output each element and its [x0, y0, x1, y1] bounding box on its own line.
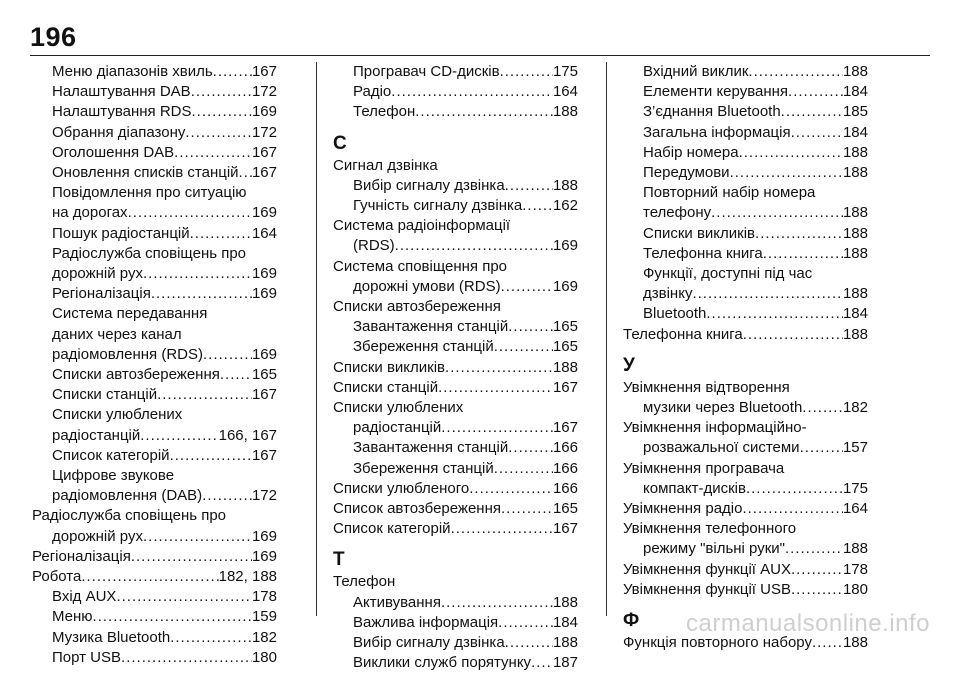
index-entry-text: Списки викликів: [643, 224, 756, 242]
index-entry-text: Пошук радіостанцій: [52, 224, 190, 242]
index-entry: [623, 438, 868, 458]
index-entry: [32, 62, 277, 82]
index-entry-text: Увімкнення радіо: [623, 500, 743, 518]
index-page-ref: 182: [842, 399, 868, 417]
dot-leader: [151, 284, 252, 304]
index-page-ref: 166: [552, 439, 578, 457]
watermark: carmanualsonline.info: [686, 610, 930, 637]
index-entry-text: Завантаження станцій: [353, 439, 509, 457]
index-entry: [623, 479, 868, 499]
index-entry-text: Повторний набір номера: [643, 184, 816, 202]
index-entry: [32, 607, 277, 627]
index-entry: [333, 418, 578, 438]
index-page-ref: 180: [842, 580, 868, 598]
index-entry-text: компакт-дисків: [643, 479, 746, 497]
index-entry-text: Увімкнення інформаційно-: [623, 419, 807, 437]
index-entry: [623, 284, 868, 304]
index-entry-text: З’єднання Bluetooth: [643, 103, 781, 121]
dot-leader: [140, 426, 218, 446]
dot-leader: [508, 317, 553, 337]
dot-leader: [116, 587, 252, 607]
index-entry-text: дзвінку: [643, 285, 693, 303]
index-page-ref: 188: [842, 285, 868, 303]
index-page-ref: 166: [552, 459, 578, 477]
index-page-ref: 188: [842, 63, 868, 80]
dot-leader: [746, 479, 843, 499]
index-page-ref: 159: [251, 608, 277, 626]
index-page-ref: 188: [552, 176, 578, 194]
index-entry-text: радіостанцій: [52, 426, 141, 444]
index-page-ref: 165: [552, 338, 578, 356]
index-entry: [32, 426, 277, 446]
dot-leader: [81, 567, 218, 587]
index-entry-text: Меню діапазонів хвиль: [52, 63, 213, 80]
dot-leader: [781, 102, 843, 122]
index-entry: [333, 438, 578, 458]
dot-leader: [131, 547, 252, 567]
dot-leader: [174, 143, 252, 163]
index-entry-text: Важлива інформація: [353, 613, 499, 631]
index-entry-text: Увімкнення відтворення: [623, 378, 790, 396]
index-entry-text: радіомовлення (DAB): [52, 487, 203, 505]
index-page-ref: 164: [552, 83, 578, 101]
dot-leader: [143, 264, 252, 284]
index-page-ref: 180: [251, 648, 277, 666]
index-entry: [333, 519, 578, 539]
index-entry: [623, 143, 868, 163]
index-entry-text: Функції, доступні під час: [643, 265, 813, 283]
dot-leader: [494, 337, 553, 357]
dot-leader: [445, 358, 553, 378]
index-page-ref: 165: [552, 500, 578, 518]
index-entry-text: Радіо: [353, 83, 392, 101]
index-entry-text: Гучність сигналу дзвінка: [353, 197, 523, 215]
index-entry: [623, 539, 868, 559]
index-entry: [623, 398, 868, 418]
index-entry-text: музики через Bluetooth: [643, 399, 803, 417]
dot-leader: [692, 284, 843, 304]
dot-leader: [121, 648, 252, 668]
index-page-ref: 167: [552, 520, 578, 538]
index-entry: [623, 580, 868, 600]
index-page-ref: 188: [842, 164, 868, 182]
index-entry: [333, 277, 578, 297]
index-entry: [333, 378, 578, 398]
index-page-ref: 184: [552, 613, 578, 631]
index-entry: [32, 284, 277, 304]
index-section-letter: Т: [333, 549, 345, 571]
dot-leader: [469, 479, 553, 499]
index-entry: [333, 479, 578, 499]
index-entry-text: Списки станцій: [52, 386, 158, 404]
index-entry: [623, 224, 868, 244]
index-section-letter: У: [623, 354, 635, 376]
dot-leader: [451, 519, 553, 539]
index-entry-text: Телефонна книга: [623, 325, 743, 343]
index-page-ref: 164: [842, 500, 868, 518]
index-entry: [32, 527, 277, 547]
index-page-ref: 182: [251, 628, 277, 646]
dot-leader: [239, 163, 252, 183]
index-entry-text: Увімкнення функції USB: [623, 580, 791, 598]
index-page-ref: 188: [552, 358, 578, 376]
index-entry-text: Передумови: [643, 164, 730, 182]
index-entry-text: Вхідний виклик: [643, 63, 749, 80]
index-entry-text: Вхід AUX: [52, 588, 117, 606]
dot-leader: [505, 633, 553, 653]
dot-leader: [170, 446, 252, 466]
index-entry: [32, 203, 277, 223]
index-entry: [333, 653, 578, 673]
header-rule: [30, 55, 930, 56]
dot-leader: [192, 102, 252, 122]
index-page-ref: 166, 167: [218, 426, 277, 444]
index-page-ref: 172: [251, 83, 277, 101]
index-entry-text: Радіослужба сповіщень про: [52, 244, 247, 262]
index-entry-text: Списки викликів: [333, 358, 446, 376]
index-entry: [333, 358, 578, 378]
index-entry-text: Списки станцій: [333, 378, 439, 396]
dot-leader: [755, 224, 843, 244]
dot-leader: [441, 418, 553, 438]
index-entry-text: Радіослужба сповіщень про: [32, 507, 227, 525]
index-entry-text: Список категорій: [333, 520, 451, 538]
index-entry: [32, 102, 277, 122]
index-column-2: [333, 62, 578, 673]
index-entry-text: Активування: [353, 593, 441, 611]
index-entry: [333, 337, 578, 357]
index-entry: [333, 317, 578, 337]
index-entry: [623, 102, 868, 122]
index-entry-text: Списки улюбленого: [333, 479, 470, 497]
dot-leader: [93, 607, 252, 627]
index-entry-text: Система радіоінформації: [333, 217, 511, 235]
index-entry: [623, 325, 868, 345]
index-page-ref: 169: [552, 277, 578, 295]
index-entry-text: Збереження станцій: [353, 338, 494, 356]
dot-leader: [706, 304, 843, 324]
index-entry-text: Обрання діапазону: [52, 123, 186, 141]
dot-leader: [190, 224, 252, 244]
dot-leader: [791, 580, 843, 600]
index-entry-text: на дорогах: [52, 204, 128, 222]
index-column-3: [623, 62, 868, 653]
index-entry-text: Елементи керування: [643, 83, 789, 101]
index-entry-text: Увімкнення телефонного: [623, 520, 797, 538]
dot-leader: [505, 176, 553, 196]
index-entry-text: Увімкнення функції AUX: [623, 560, 791, 578]
dot-leader: [501, 277, 553, 297]
dot-leader: [220, 365, 252, 385]
index-page-ref: 169: [251, 265, 277, 283]
index-page-ref: 162: [552, 197, 578, 215]
dot-leader: [802, 398, 843, 418]
index-entry-text: Регіоналізація: [52, 285, 151, 303]
dot-leader: [391, 82, 553, 102]
index-entry-text: Збереження станцій: [353, 459, 494, 477]
dot-leader: [791, 123, 843, 143]
index-entry: [32, 365, 277, 385]
index-page-ref: 167: [251, 143, 277, 161]
index-entry-text: Списки улюблених: [52, 406, 183, 424]
index-entry-text: Меню: [52, 608, 93, 626]
index-entry-text: Набір номера: [643, 143, 739, 161]
index-entry-text: Списки автозбереження: [333, 298, 501, 316]
index-column-1: [32, 62, 277, 668]
index-page-ref: 165: [552, 318, 578, 336]
index-entry-text: Виклики служб порятунку: [353, 654, 532, 672]
dot-leader: [711, 203, 843, 223]
column-divider: [606, 62, 607, 616]
index-entry-text: Список автозбереження: [333, 500, 501, 518]
index-entry: [333, 102, 578, 122]
index-entry-text: дорожній рух: [52, 527, 143, 545]
index-entry-text: Телефонна книга: [643, 244, 763, 262]
index-entry-text: Регіоналізація: [32, 547, 131, 565]
index-section-letter: С: [333, 132, 347, 154]
index-page-ref: 167: [251, 164, 277, 182]
index-entry-text: дорожні умови (RDS): [353, 277, 501, 295]
index-entry: [32, 486, 277, 506]
dot-leader: [788, 82, 843, 102]
dot-leader: [438, 378, 553, 398]
index-entry: [333, 633, 578, 653]
index-entry: [333, 176, 578, 196]
index-page-ref: 175: [842, 479, 868, 497]
index-entry: [333, 236, 578, 256]
index-page-ref: 188: [842, 244, 868, 262]
index-entry-text: радіостанцій: [353, 419, 442, 437]
dot-leader: [791, 560, 843, 580]
dot-leader: [494, 459, 553, 479]
index-entry: [623, 203, 868, 223]
index-page-ref: 188: [552, 103, 578, 121]
index-page-ref: 167: [251, 63, 277, 80]
index-entry-text: Музика Bluetooth: [52, 628, 171, 646]
index-page-ref: 169: [251, 204, 277, 222]
index-entry-text: режиму "вільні руки": [643, 540, 785, 558]
dot-leader: [498, 613, 553, 633]
index-entry: [333, 459, 578, 479]
index-entry: [623, 244, 868, 264]
dot-leader: [748, 62, 843, 82]
dot-leader: [522, 196, 553, 216]
index-entry-text: Налаштування RDS: [52, 103, 192, 121]
dot-leader: [185, 123, 252, 143]
index-entry: [32, 143, 277, 163]
dot-leader: [202, 486, 252, 506]
index-page-ref: 182, 188: [218, 568, 277, 586]
index-section-letter: Ф: [623, 610, 640, 632]
index-page-ref: 164: [251, 224, 277, 242]
index-entry: [32, 224, 277, 244]
index-entry-text: Оновлення списків станцій: [52, 164, 239, 182]
index-entry-text: Функція повторного набору: [623, 634, 812, 652]
index-entry-text: Програвач CD-дисків: [353, 63, 500, 80]
page-number: 196: [30, 22, 77, 52]
index-page-ref: 188: [552, 634, 578, 652]
index-entry-text: Робота: [32, 568, 82, 586]
index-entry: [623, 560, 868, 580]
index-entry: [32, 123, 277, 143]
index-entry: [623, 163, 868, 183]
index-entry: [623, 123, 868, 143]
index-entry-text: Увімкнення програвача: [623, 459, 785, 477]
index-page-ref: 185: [842, 103, 868, 121]
index-page-ref: 169: [251, 285, 277, 303]
index-page-ref: 167: [251, 386, 277, 404]
index-page-ref: 169: [251, 547, 277, 565]
index-entry: [32, 628, 277, 648]
dot-leader: [500, 62, 553, 82]
dot-leader: [742, 499, 843, 519]
index-entry: [333, 82, 578, 102]
index-entry-text: Сигнал дзвінка: [333, 156, 438, 174]
index-page-ref: 188: [842, 204, 868, 222]
index-entry-text: Вибір сигналу дзвінка: [353, 634, 505, 652]
dot-leader: [143, 527, 252, 547]
index-entry-text: Цифрове звукове: [52, 467, 175, 485]
dot-leader: [501, 499, 553, 519]
index-entry: [333, 593, 578, 613]
index-page-ref: 178: [842, 560, 868, 578]
dot-leader: [743, 325, 843, 345]
index-entry: [32, 82, 277, 102]
index-entry: [333, 499, 578, 519]
index-entry: [32, 345, 277, 365]
index-entry-text: Вибір сигналу дзвінка: [353, 176, 505, 194]
index-entry-text: Завантаження станцій: [353, 318, 509, 336]
index-entry-text: Телефон: [333, 573, 396, 591]
index-entry: [623, 499, 868, 519]
index-entry-text: Bluetooth: [643, 305, 707, 323]
index-entry: [32, 648, 277, 668]
dot-leader: [441, 593, 553, 613]
index-page-ref: 184: [842, 123, 868, 141]
column-divider: [316, 62, 317, 616]
dot-leader: [730, 163, 843, 183]
index-page-ref: 184: [842, 83, 868, 101]
index-page-ref: 188: [552, 593, 578, 611]
index-page-ref: 169: [552, 237, 578, 255]
index-page-ref: 184: [842, 305, 868, 323]
index-entry-text: Налаштування DAB: [52, 83, 191, 101]
index-entry: [333, 62, 578, 82]
index-entry-text: дорожній рух: [52, 265, 143, 283]
index-page-ref: 167: [251, 446, 277, 464]
dot-leader: [157, 385, 252, 405]
index-entry: [32, 385, 277, 405]
index-entry-text: телефону: [643, 204, 712, 222]
index-page-ref: 188: [842, 224, 868, 242]
index-page-ref: 188: [842, 143, 868, 161]
index-entry-text: (RDS): [353, 237, 395, 255]
index-entry-text: Повідомлення про ситуацію: [52, 184, 247, 202]
dot-leader: [213, 62, 252, 82]
index-entry-text: Телефон: [353, 103, 416, 121]
dot-leader: [531, 653, 553, 673]
index-entry-text: радіомовлення (RDS): [52, 345, 204, 363]
index-page-ref: 188: [842, 634, 868, 652]
index-page-ref: 169: [251, 527, 277, 545]
index-page-ref: 169: [251, 103, 277, 121]
index-page-ref: 188: [842, 325, 868, 343]
index-page-ref: 157: [842, 439, 868, 457]
index-entry: [32, 264, 277, 284]
index-page-ref: 187: [552, 654, 578, 672]
dot-leader: [785, 539, 843, 559]
index-entry-text: Система сповіщення про: [333, 257, 508, 275]
index-page-ref: 167: [552, 378, 578, 396]
index-entry-text: Списки улюблених: [333, 399, 464, 417]
index-page-ref: 165: [251, 366, 277, 384]
dot-leader: [800, 438, 843, 458]
index-entry: [32, 567, 277, 587]
index-entry: [623, 304, 868, 324]
index-page-ref: 167: [552, 419, 578, 437]
index-entry: [333, 613, 578, 633]
index-page-ref: 188: [842, 540, 868, 558]
dot-leader: [170, 628, 252, 648]
dot-leader: [395, 236, 553, 256]
index-page-ref: 166: [552, 479, 578, 497]
dot-leader: [763, 244, 843, 264]
index-entry-text: Загальна інформація: [643, 123, 791, 141]
index-entry-text: Порт USB: [52, 648, 122, 666]
dot-leader: [128, 203, 252, 223]
index-page-ref: 169: [251, 345, 277, 363]
index-entry: [32, 547, 277, 567]
dot-leader: [415, 102, 553, 122]
dot-leader: [191, 82, 252, 102]
index-entry-text: даних через канал: [52, 325, 182, 343]
index-entry: [32, 587, 277, 607]
index-entry-text: Списки автозбереження: [52, 366, 220, 384]
index-page-ref: 172: [251, 123, 277, 141]
dot-leader: [203, 345, 252, 365]
index-entry-text: Система передавання: [52, 305, 208, 323]
index-entry-text: Оголошення DAB: [52, 143, 175, 161]
dot-leader: [739, 143, 843, 163]
index-entry-text: розважальної системи: [643, 439, 800, 457]
index-entry: [333, 196, 578, 216]
index-entry: [32, 446, 277, 466]
index-page-ref: 178: [251, 588, 277, 606]
index-entry-text: Список категорій: [52, 446, 170, 464]
index-entry: [623, 62, 868, 82]
index-entry: [623, 82, 868, 102]
index-page-ref: 175: [552, 63, 578, 80]
index-page-ref: 172: [251, 487, 277, 505]
index-entry: [32, 163, 277, 183]
dot-leader: [508, 438, 553, 458]
